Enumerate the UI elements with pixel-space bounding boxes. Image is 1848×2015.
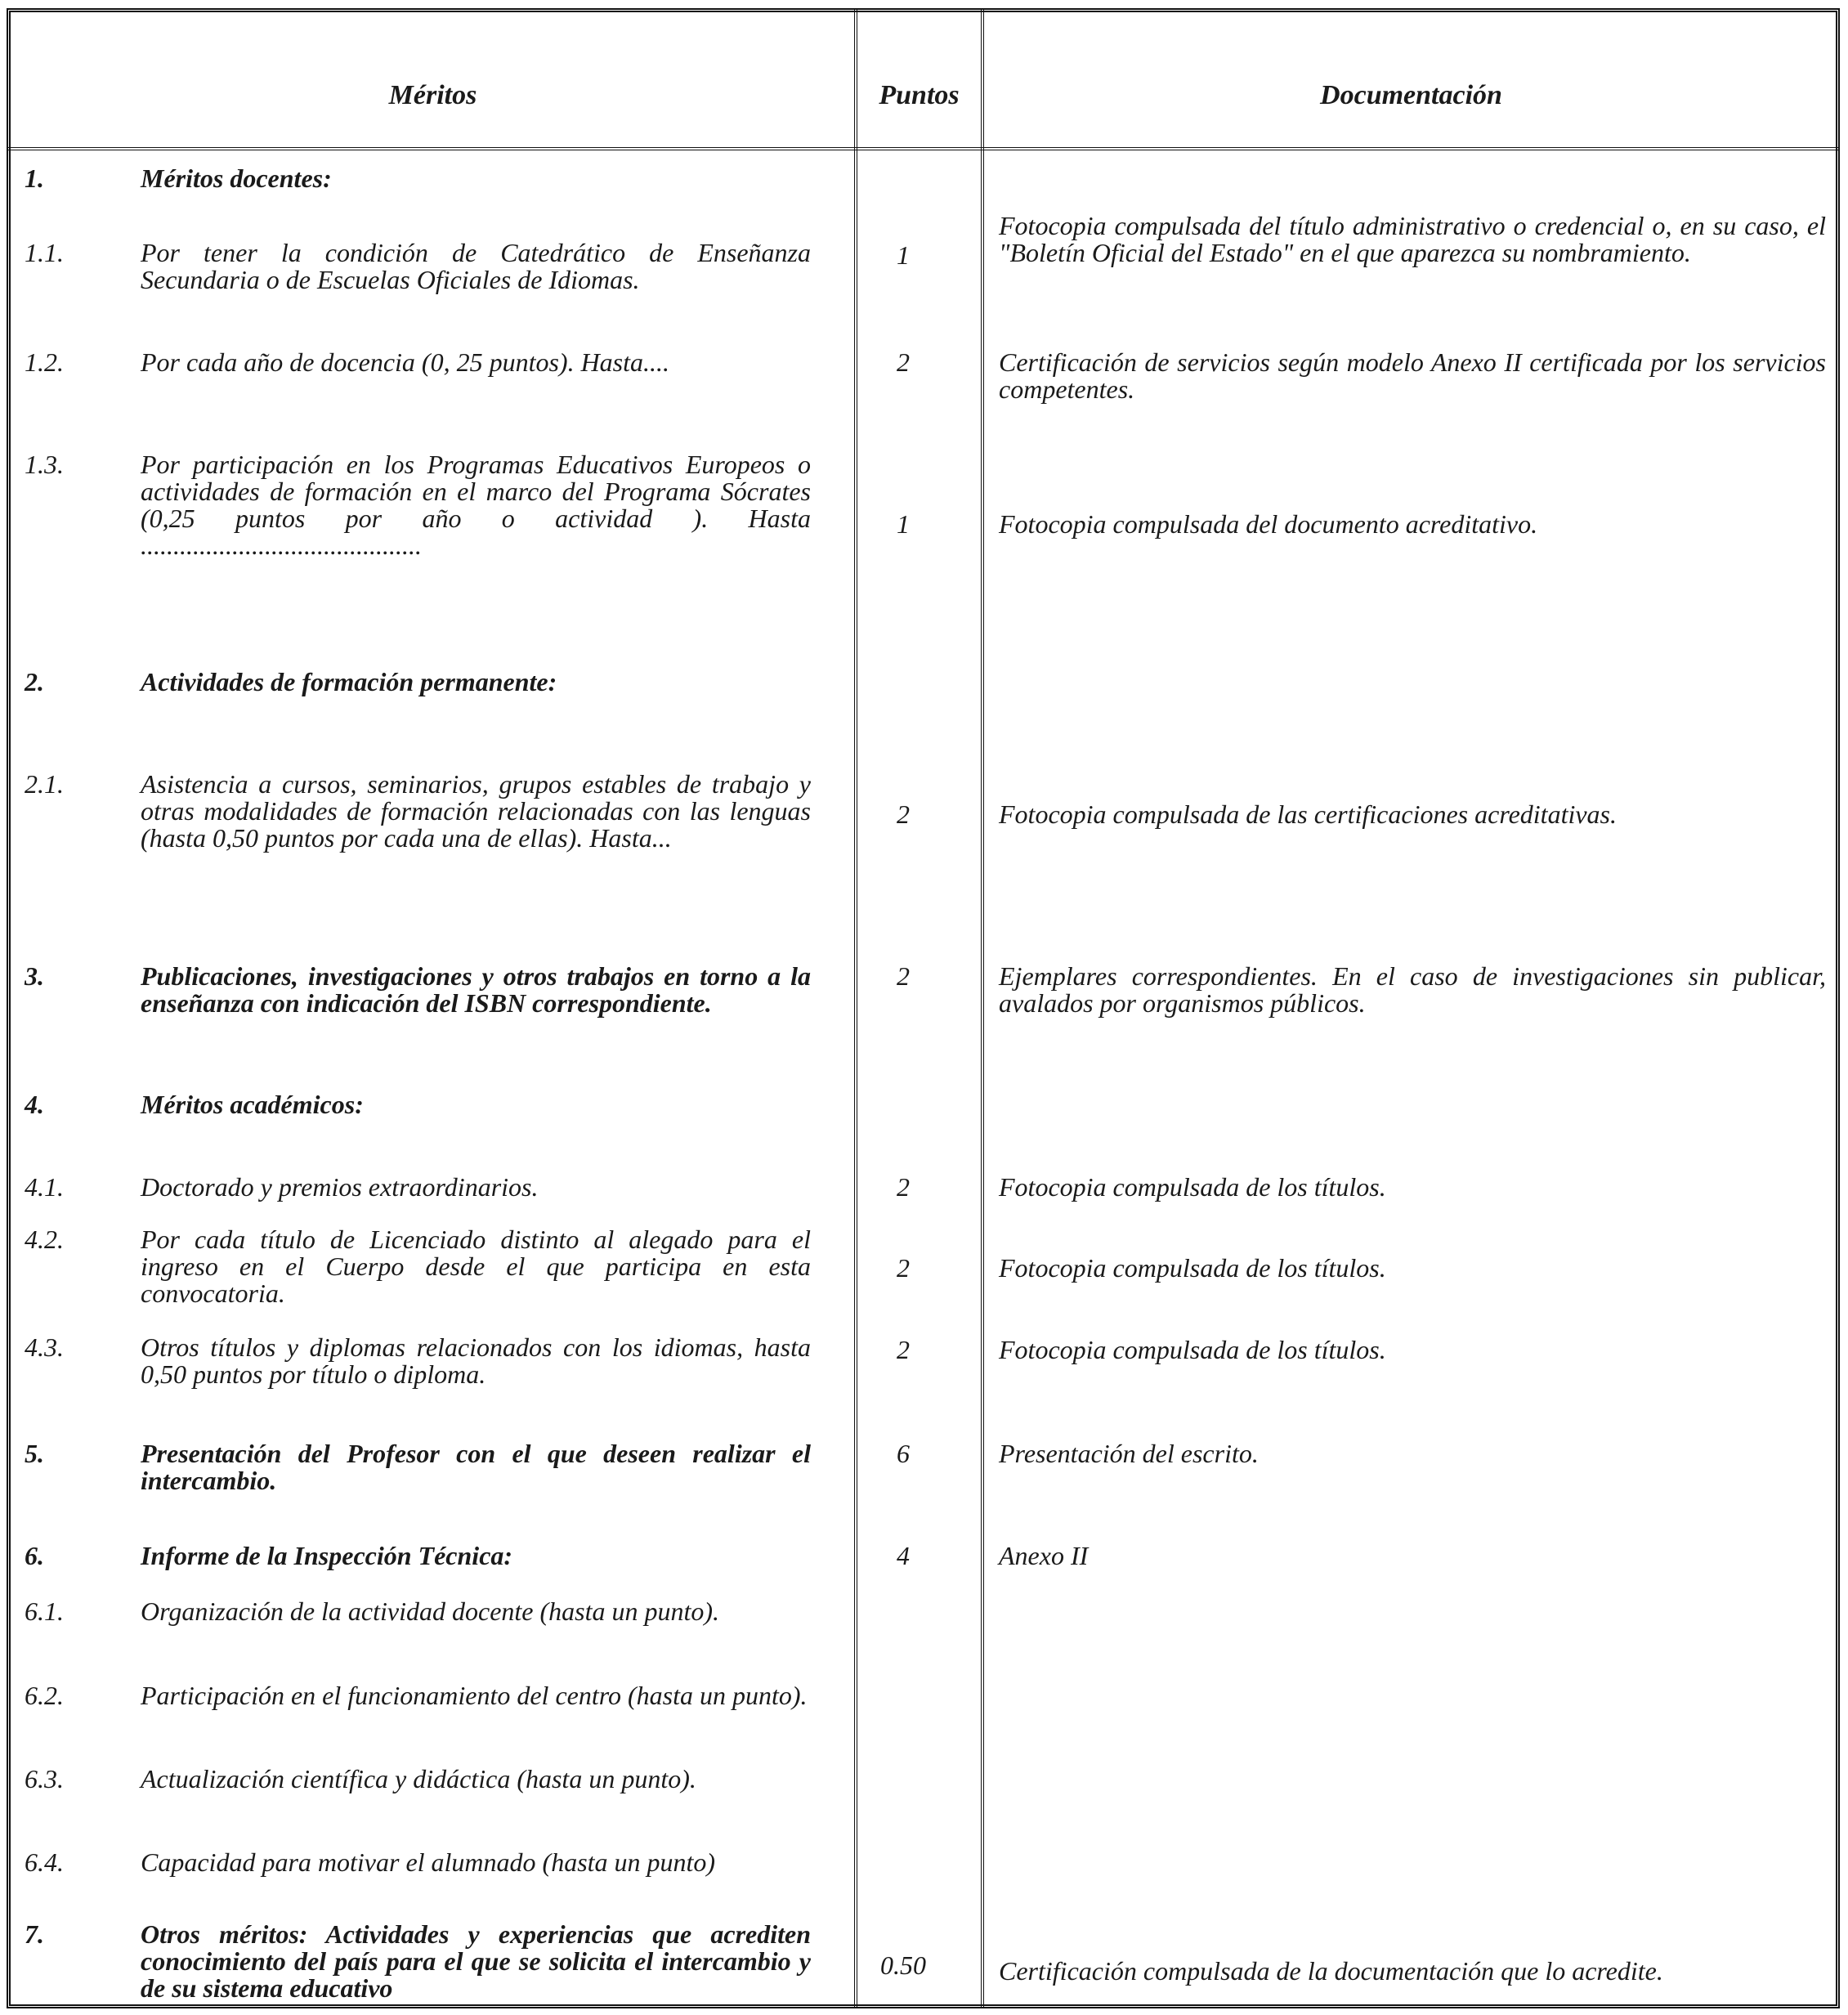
row-number: 6.3. <box>25 1764 64 1793</box>
row-documentation: Fotocopia compulsada de los títulos. <box>999 1335 1386 1364</box>
row-description: Por cada año de docencia (0, 25 puntos). Hasta.... <box>141 347 670 377</box>
column-divider-puntos <box>854 8 857 2008</box>
row-number: 5. <box>25 1439 44 1468</box>
row-description: Organización de la actividad docente (hasta un punto). <box>141 1596 720 1626</box>
column-divider-documentacion <box>981 8 984 2008</box>
row-number: 1. <box>25 163 44 193</box>
row-documentation: Certificación compulsada de la documentación que lo acredite. <box>999 1956 1663 1986</box>
row-number: 4. <box>25 1090 44 1119</box>
row-number: 4.1. <box>25 1172 64 1202</box>
row-description: Doctorado y premios extraordinarios. <box>141 1172 539 1202</box>
row-number: 1.2. <box>25 347 64 377</box>
row-documentation: Presentación del escrito. <box>999 1439 1259 1468</box>
row-documentation: Ejemplares correspondientes. En el caso de investigaciones sin publicar, avalados por organismos públicos. <box>999 961 1826 1018</box>
row-description: Otros títulos y diplomas relacionados con los idiomas, hasta 0,50 puntos por título o diploma. <box>141 1332 811 1389</box>
row-description: Méritos docentes: <box>141 163 332 193</box>
row-points: 1 <box>897 240 910 270</box>
row-number: 7. <box>25 1919 44 1949</box>
header-divider <box>7 147 1840 150</box>
row-number: 6.1. <box>25 1596 64 1626</box>
row-description: Por tener la condición de Catedrático de Enseñanza Secundaria o de Escuelas Oficiales de Idiomas. <box>141 238 811 294</box>
row-documentation: Fotocopia compulsada de las certificaciones acreditativas. <box>999 799 1617 829</box>
row-documentation: Fotocopia compulsada del documento acreditativo. <box>999 509 1538 539</box>
header-documentacion: Documentación <box>1320 80 1502 110</box>
row-description: Méritos académicos: <box>141 1090 364 1119</box>
row-documentation: Fotocopia compulsada de los títulos. <box>999 1253 1386 1283</box>
row-number: 3. <box>25 961 44 991</box>
row-documentation: Certificación de servicios según modelo Anexo II certificada por los servicios competentes. <box>999 347 1826 404</box>
row-documentation: Fotocopia compulsada de los títulos. <box>999 1172 1386 1202</box>
row-points: 2 <box>897 1335 910 1364</box>
row-description: Presentación del Profesor con el que deseen realizar el intercambio. <box>141 1439 811 1495</box>
row-number: 6. <box>25 1541 44 1570</box>
row-number: 6.2. <box>25 1681 64 1710</box>
row-description: Por cada título de Licenciado distinto al alegado para el ingreso en el Cuerpo desde el que participa en esta convocatoria. <box>141 1225 811 1308</box>
row-points: 2 <box>897 1172 910 1202</box>
row-points: 1 <box>897 509 910 539</box>
header-puntos: Puntos <box>879 80 960 110</box>
row-documentation: Fotocopia compulsada del título administrativo o credencial o, en su caso, el "Boletín Oficial del Estado" en el que aparezca su nombramiento. <box>999 211 1826 267</box>
header-meritos: Méritos <box>388 80 477 110</box>
row-description: Otros méritos: Actividades y experiencias que acrediten conocimiento del país para el que se solicita el intercambio y de su sistema educativo <box>141 1919 811 2003</box>
row-documentation: Anexo II <box>999 1541 1089 1570</box>
row-description: Informe de la Inspección Técnica: <box>141 1541 513 1570</box>
row-description: Publicaciones, investigaciones y otros trabajos en torno a la enseñanza con indicación del ISBN correspondiente. <box>141 961 811 1018</box>
row-description: Asistencia a cursos, seminarios, grupos estables de trabajo y otras modalidades de formación relacionadas con las lenguas (hasta 0,50 puntos por cada una de ellas). Hasta... <box>141 769 811 853</box>
row-points: 4 <box>897 1541 910 1570</box>
row-number: 6.4. <box>25 1847 64 1877</box>
row-number: 1.1. <box>25 238 64 267</box>
row-description: Actualización científica y didáctica (hasta un punto). <box>141 1764 696 1793</box>
row-number: 4.3. <box>25 1332 64 1362</box>
row-points: 6 <box>897 1439 910 1468</box>
row-points: 0.50 <box>880 1950 926 1980</box>
row-description: Por participación en los Programas Educativos Europeos o actividades de formación en el marco del Programa Sócrates (0,25 puntos por año o actividad ). Hasta ........................................... <box>141 450 811 560</box>
row-points: 2 <box>897 1253 910 1283</box>
row-description: Participación en el funcionamiento del centro (hasta un punto). <box>141 1681 808 1710</box>
row-number: 2.1. <box>25 769 64 799</box>
row-number: 2. <box>25 667 44 696</box>
row-description: Actividades de formación permanente: <box>141 667 557 696</box>
row-number: 4.2. <box>25 1225 64 1254</box>
row-number: 1.3. <box>25 450 64 479</box>
row-points: 2 <box>897 961 910 991</box>
row-points: 2 <box>897 347 910 377</box>
row-points: 2 <box>897 799 910 829</box>
row-description: Capacidad para motivar el alumnado (hasta un punto) <box>141 1847 716 1877</box>
